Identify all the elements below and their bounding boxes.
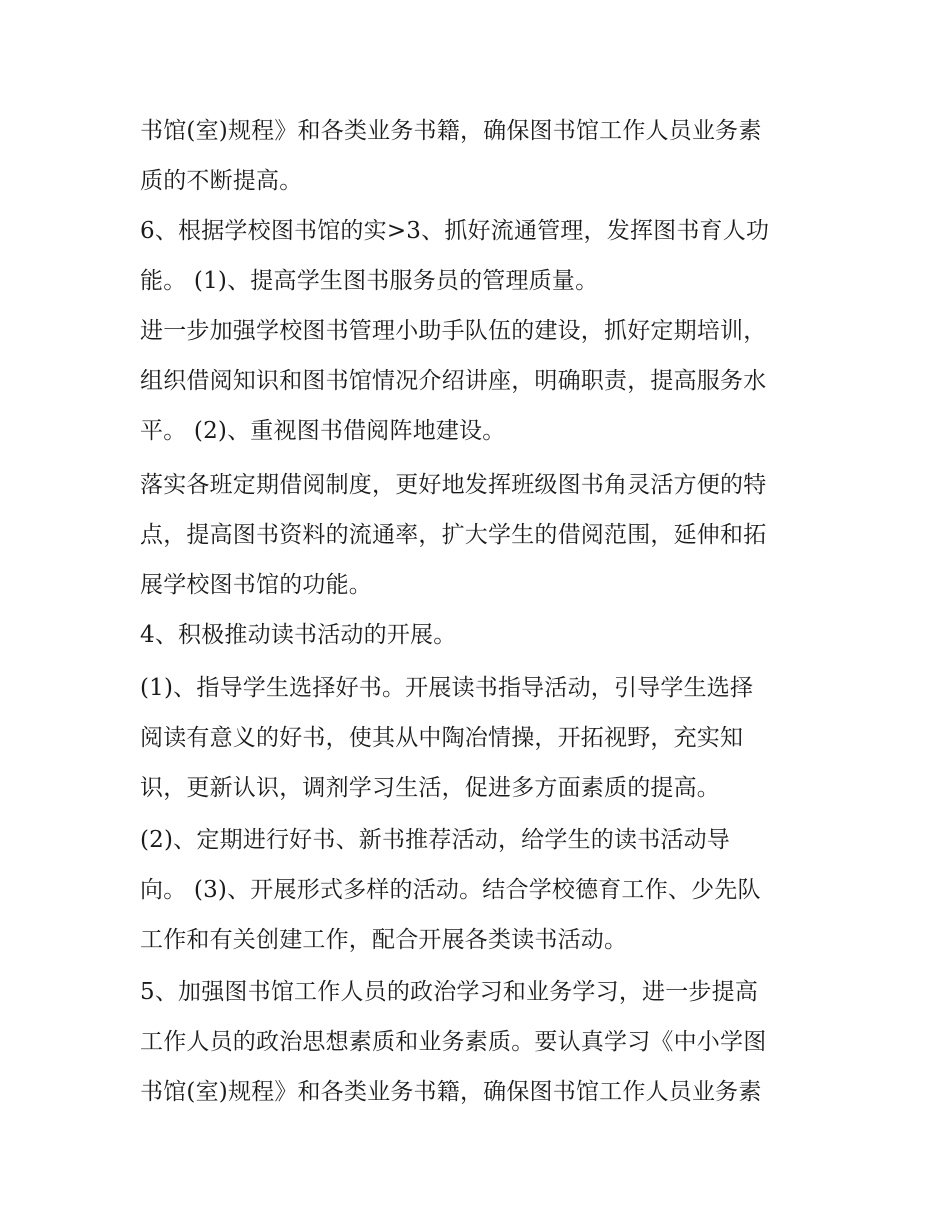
text-line: (1)、指导学生选择好书。开展读书指导活动，引导学生选择	[140, 675, 754, 701]
text-line: 6、根据学校图书馆的实>3、抓好流通管理，发挥图书育人功	[140, 218, 770, 244]
text-line: 组织借阅知识和图书馆情况介绍讲座，明确职责，提高服务水	[140, 368, 767, 394]
text-line: 点，提高图书资料的流通率，扩大学生的借阅范围，延伸和拓	[140, 522, 767, 548]
text-line: 平。 (2)、重视图书借阅阵地建设。	[140, 418, 506, 444]
text-line: 向。 (3)、开展形式多样的活动。结合学校德育工作、少先队	[140, 877, 761, 903]
text-line: 进一步加强学校图书管理小助手队伍的建设，抓好定期培训，	[140, 318, 767, 344]
text-line: 4、积极推动读书活动的开展。	[140, 622, 457, 648]
text-line: 阅读有意义的好书，使其从中陶冶情操，开拓视野，充实知	[140, 725, 744, 751]
text-line: 5、加强图书馆工作人员的政治学习和业务学习，进一步提高	[140, 979, 759, 1005]
text-line: (2)、定期进行好书、新书推荐活动，给学生的读书活动导	[140, 827, 730, 853]
text-line: 落实各班定期借阅制度，更好地发挥班级图书角灵活方便的特	[140, 472, 767, 498]
text-line: 能。 (1)、提高学生图书服务员的管理质量。	[140, 268, 599, 294]
text-line: 质的不断提高。	[140, 168, 303, 194]
text-line: 识，更新认识，调剂学习生活，促进多方面素质的提高。	[140, 775, 720, 801]
text-line: 书馆(室)规程》和各类业务书籍，确保图书馆工作人员业务素	[140, 1079, 762, 1105]
text-line: 展学校图书馆的功能。	[140, 572, 372, 598]
text-line: 工作人员的政治思想素质和业务素质。要认真学习《中小学图	[140, 1029, 767, 1055]
text-line: 工作和有关创建工作，配合开展各类读书活动。	[140, 927, 628, 953]
text-line: 书馆(室)规程》和各类业务书籍，确保图书馆工作人员业务素	[140, 118, 762, 144]
